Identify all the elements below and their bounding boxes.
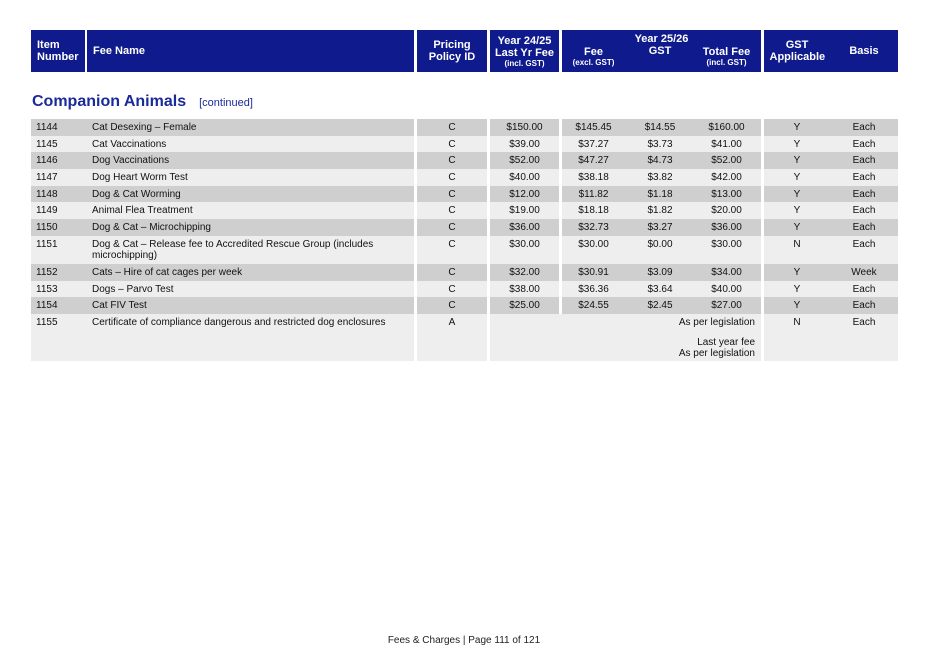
table-row: 1145 Cat Vaccinations C $39.00 $37.27 $3.73 $41.00 Y Each (31, 136, 898, 153)
header-item-number: Item Number (31, 30, 85, 72)
header-total-fee: Total Fee (incl. GST) (702, 45, 751, 67)
table-row: 1146 Dog Vaccinations C $52.00 $47.27 $4.73 $52.00 Y Each (31, 152, 898, 169)
header-pricing-policy: Pricing Policy ID (417, 30, 487, 72)
table-row: 1151 Dog & Cat – Release fee to Accredited Rescue Group (includes microchipping) C $30.00 $30.00 $0.00 $30.00 N Each (31, 236, 898, 264)
section-continued: [continued] (199, 97, 253, 109)
last-year-fee-value: As per legislation (678, 347, 755, 359)
table-row: 1149 Animal Flea Treatment C $19.00 $18.18 $1.82 $20.00 Y Each (31, 202, 898, 219)
header-fee: Fee (excl. GST) (572, 45, 615, 67)
last-year-fee-label: Last year fee (697, 336, 755, 348)
header-fee-name: Fee Name (87, 30, 414, 72)
header-gst-applicable: GST Applicable (764, 30, 830, 72)
table-row: 1154 Cat FIV Test C $25.00 $24.55 $2.45 $27.00 Y Each (31, 297, 898, 314)
table-row: 1147 Dog Heart Worm Test C $40.00 $38.18 $3.82 $42.00 Y Each (31, 169, 898, 186)
table-row: 1152 Cats – Hire of cat cages per week C $32.00 $30.91 $3.09 $34.00 Y Week (31, 264, 898, 281)
table-row: 1144 Cat Desexing – Female C $150.00 $145.45 $14.55 $160.00 Y Each (31, 119, 898, 136)
section-heading (32, 93, 253, 111)
fee-rows (31, 119, 898, 361)
table-row: 1155 Certificate of compliance dangerous and restricted dog enclosures A As per legislation Last year fee As per legislation N Each (31, 314, 898, 361)
legislation-note: As per legislation (678, 316, 755, 328)
page-footer: Fees & Charges | Page 111 of 121 (387, 635, 541, 646)
table-row: 1148 Dog & Cat Worming C $12.00 $11.82 $1.18 $13.00 Y Each (31, 186, 898, 203)
section-title: Companion Animals (32, 93, 187, 110)
header-last-yr-fee: Year 24/25 Last Yr Fee (incl. GST) (490, 30, 559, 72)
header-gst: GST (648, 45, 672, 57)
header-year-current: Year 25/26 (562, 30, 761, 72)
header-basis: Basis (830, 30, 898, 72)
table-row: 1153 Dogs – Parvo Test C $38.00 $36.36 $3.64 $40.00 Y Each (31, 281, 898, 298)
table-row: 1150 Dog & Cat – Microchipping C $36.00 $32.73 $3.27 $36.00 Y Each (31, 219, 898, 236)
